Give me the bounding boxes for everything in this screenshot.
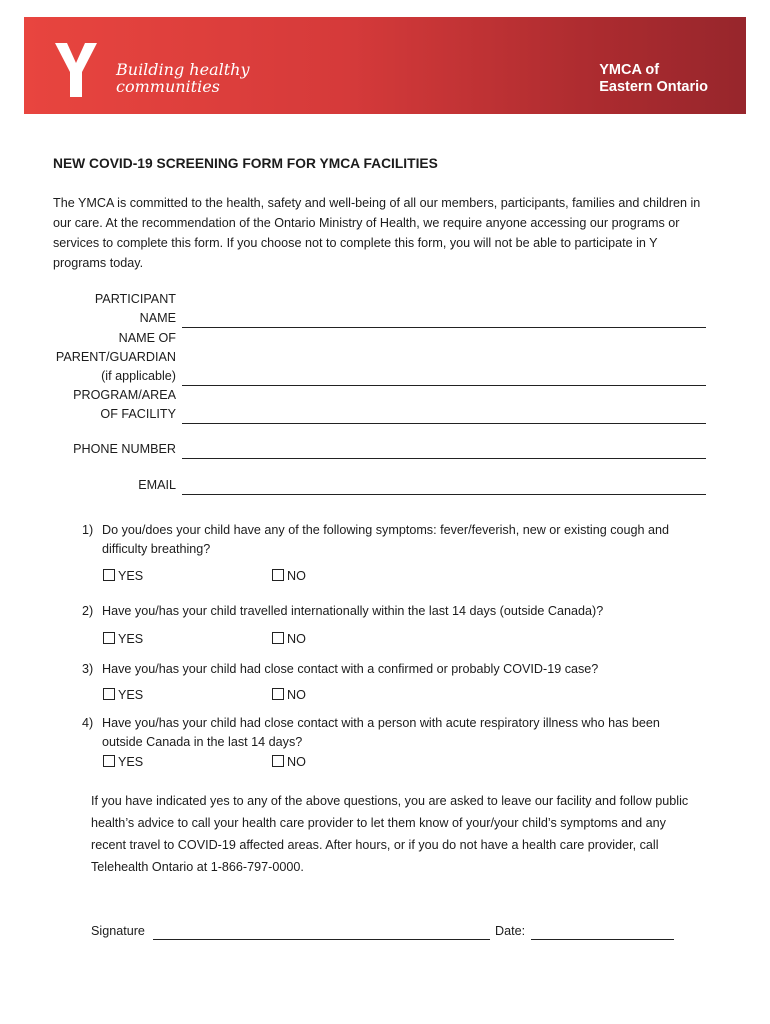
tagline: Building healthy communities [116, 60, 250, 96]
phone-number-field[interactable] [182, 458, 706, 459]
org-name: YMCA of Eastern Ontario [599, 62, 708, 95]
q1-yes-checkbox[interactable] [103, 569, 115, 581]
date-label: Date: [495, 924, 526, 938]
question-text: Have you/has your child had close contact with a person with acute respiratory illness who has been outside Canada in the last 14 days? [102, 716, 660, 749]
q4-no-checkbox[interactable] [272, 755, 284, 767]
q1-yes-option[interactable]: YES [103, 568, 143, 584]
q4-yes-checkbox[interactable] [103, 755, 115, 767]
question-3 [82, 660, 702, 679]
q3-no-option[interactable]: NO [272, 687, 306, 703]
program-area-field[interactable] [182, 423, 706, 424]
question-text: Do you/does your child have any of the following symptoms: fever/feverish, new or existing cough and difficulty breathing? [102, 523, 670, 556]
email-label: EMAIL [138, 478, 176, 492]
q2-yes-option[interactable]: YES [103, 631, 143, 647]
q2-no-option[interactable]: NO [272, 631, 306, 647]
q3-yes-checkbox[interactable] [103, 688, 115, 700]
q3-no-checkbox[interactable] [272, 688, 284, 700]
question-number: 4) [82, 716, 94, 730]
q2-no-checkbox[interactable] [272, 632, 284, 644]
program-area-label: PROGRAM/AREA OF FACILITY [73, 388, 176, 421]
parent-guardian-field[interactable] [182, 385, 706, 386]
question-4 [82, 714, 702, 752]
q4-no-option[interactable]: NO [272, 754, 306, 770]
q1-no-checkbox[interactable] [272, 569, 284, 581]
participant-name-field[interactable] [182, 327, 706, 328]
ymca-logo-icon [53, 41, 99, 99]
question-1 [82, 521, 702, 559]
signature-field[interactable] [153, 939, 490, 940]
q2-yes-checkbox[interactable] [103, 632, 115, 644]
instructions-paragraph: If you have indicated yes to any of the above questions, you are asked to leave our facility and follow public health’s advice to call your health care provider to let them know of your/your child’s symptoms and any recent travel to COVID-19 affected areas. After hours, or if you do not have a health care provider, call Telehealth Ontario at 1-866-797-0000. [91, 794, 689, 874]
question-text: Have you/has your child travelled internationally within the last 14 days (outside Canada)? [102, 604, 604, 618]
question-number: 1) [82, 523, 94, 537]
parent-guardian-label: NAME OF PARENT/GUARDIAN (if applicable) [55, 331, 176, 383]
header-banner [24, 17, 746, 114]
email-field[interactable] [182, 494, 706, 495]
phone-number-label: PHONE NUMBER [73, 442, 176, 456]
question-number: 2) [82, 604, 94, 618]
question-text: Have you/has your child had close contact with a confirmed or probably COVID-19 case? [102, 662, 599, 676]
date-field[interactable] [531, 939, 674, 940]
signature-label: Signature [91, 924, 145, 938]
q3-yes-option[interactable]: YES [103, 687, 143, 703]
question-2 [82, 602, 702, 621]
q4-yes-option[interactable]: YES [103, 754, 143, 770]
question-number: 3) [82, 662, 94, 676]
q1-no-option[interactable]: NO [272, 568, 306, 584]
intro-paragraph: The YMCA is committed to the health, safety and well-being of all our members, participants, families and children in our care. At the recommendation of the Ontario Ministry of Health, we require anyone accessing our programs or services to complete this form. If you choose not to complete this form, you will not be able to participate in Y programs today. [53, 196, 701, 270]
form-title: NEW COVID-19 SCREENING FORM FOR YMCA FACILITIES [53, 156, 438, 171]
participant-name-label: PARTICIPANT NAME [94, 292, 176, 325]
